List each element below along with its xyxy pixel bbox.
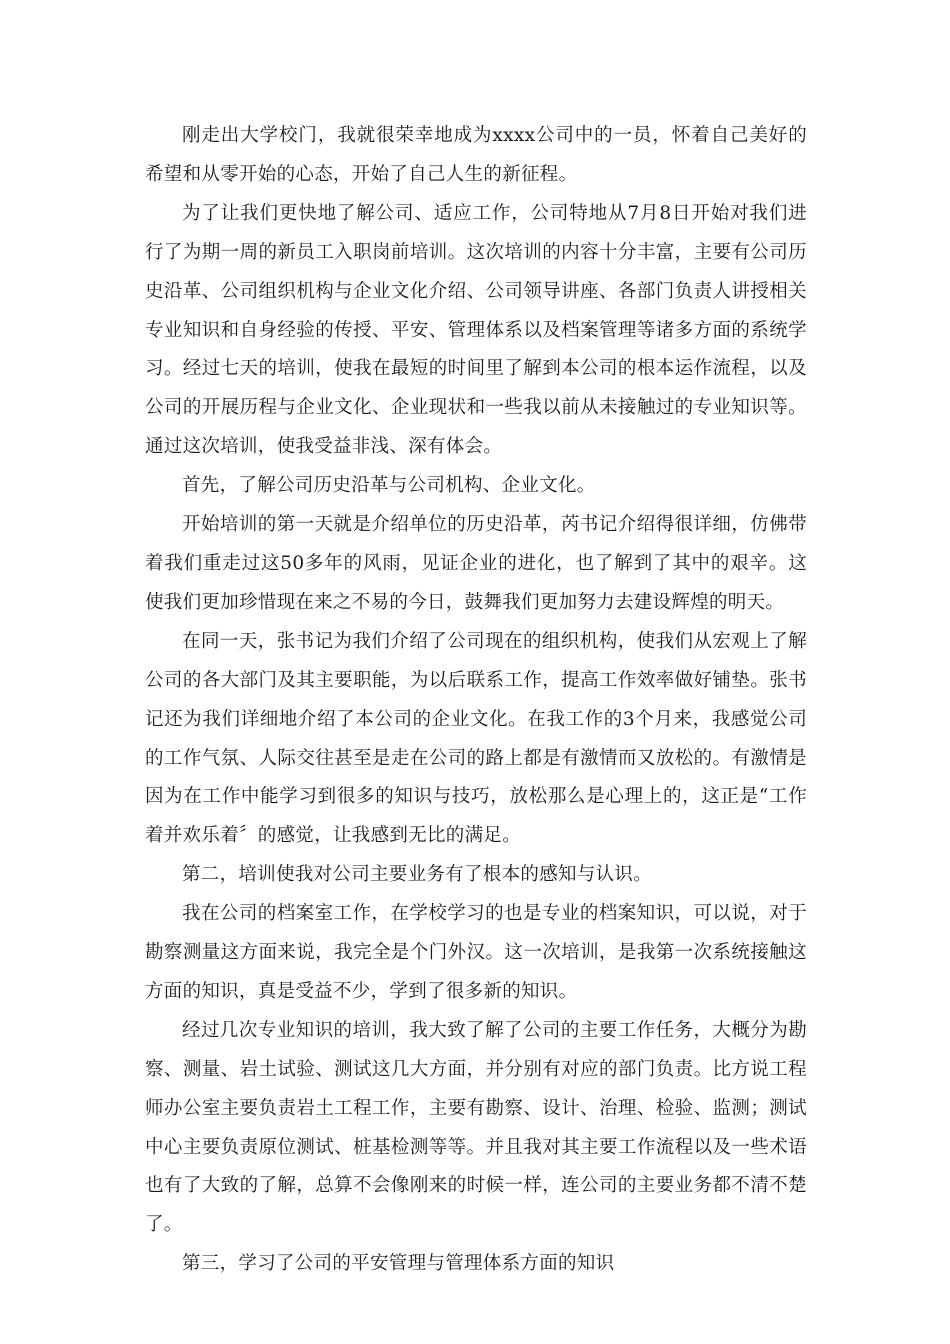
paragraph-section-two-heading: 第二，培训使我对公司主要业务有了根本的感知与认识。 <box>182 864 653 886</box>
paragraph-archive-work: 我在公司的档案室工作，在学校学习的也是专业的档案知识，可以说，对于勘察测量这方面来说，我完全是个门外汉。这一次培训，是我第一次系统接触这方面的知识，真是受益不少，学到了很多新的知识。 <box>145 903 807 1002</box>
paragraph-section-three-heading: 第三，学习了公司的平安管理与管理体系方面的知识 <box>182 1253 615 1275</box>
paragraph-organization-culture: 在同一天，张书记为我们介绍了公司现在的组织机构，使我们从宏观上了解公司的各大部门及其主要职能，为以后联系工作，提高工作效率做好铺垫。张书记还为我们详细地介绍了本公司的企业文化。在我工作的3个月来，我感觉公司的工作气氛、人际交往甚至是走在公司的路上都是有激情而又放松的。有激情是因为在工作中能学习到很多的知识与技巧，放松那么是心理上的，这正是“工作着并欢乐着〞的感觉，让我感到无比的满足。 <box>145 630 807 847</box>
paragraph-history: 开始培训的第一天就是介绍单位的历史沿革，芮书记介绍得很详细，仿佛带着我们重走过这50多年的风雨，见证企业的进化，也了解到了其中的艰辛。这使我们更加珍惜现在来之不易的今日，鼓舞我们更加努力去建设辉煌的明天。 <box>145 514 807 613</box>
paragraph-section-one-heading: 首先，了解公司历史沿革与公司机构、企业文化。 <box>182 475 596 497</box>
document-body <box>145 117 807 1284</box>
paragraph-business-overview: 经过几次专业知识的培训，我大致了解了公司的主要工作任务，大概分为勘察、测量、岩土试验、测试这几大方面，并分别有对应的部门负责。比方说工程师办公室主要负责岩土工程工作，主要有勘察、设计、治理、检验、监测；测试中心主要负责原位测试、桩基检测等等。并且我对其主要工作流程以及一些术语也有了大致的了解，总算不会像刚来的时候一样，连公司的主要业务都不清不楚了。 <box>145 1019 807 1236</box>
paragraph-training-overview: 为了让我们更快地了解公司、适应工作，公司特地从7月8日开始对我们进行了为期一周的新员工入职岗前培训。这次培训的内容十分丰富，主要有公司历史沿革、公司组织机构与企业文化介绍、公司领导讲座、各部门负责人讲授相关专业知识和自身经验的传授、平安、管理体系以及档案管理等诸多方面的系统学习。经过七天的培训，使我在最短的时间里了解到本公司的根本运作流程，以及公司的开展历程与企业文化、企业现状和一些我以前从未接触过的专业知识等。通过这次培训，使我受益非浅、深有体会。 <box>145 202 807 458</box>
paragraph-intro: 刚走出大学校门，我就很荣幸地成为xxxx公司中的一员，怀着自己美好的希望和从零开始的心态，开始了自己人生的新征程。 <box>145 125 807 185</box>
